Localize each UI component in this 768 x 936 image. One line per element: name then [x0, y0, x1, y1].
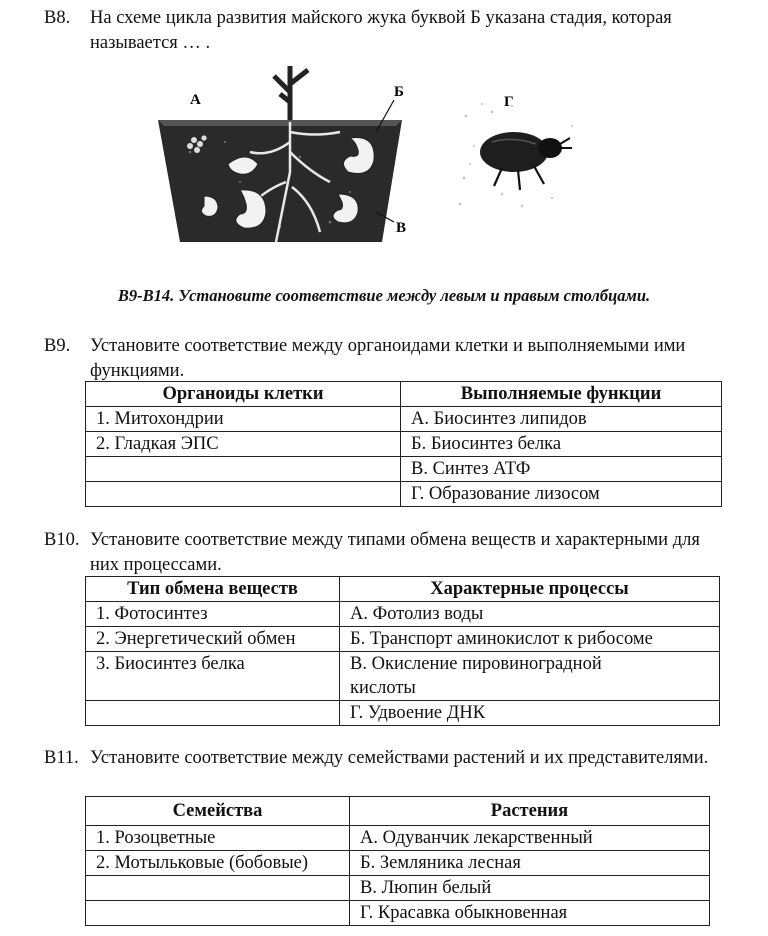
table-row: [86, 482, 722, 507]
table-cell: В. Синтез АТФ: [401, 457, 722, 482]
table-cell: [86, 901, 350, 926]
table-cell: [86, 482, 401, 507]
table-cell: [86, 457, 401, 482]
table-cell: 1. Митохондрии: [86, 407, 401, 432]
column-header: Органоиды клетки: [86, 382, 401, 407]
figure-label-a: А: [190, 92, 201, 108]
column-header: Семейства: [86, 797, 350, 826]
table-header-row: [86, 797, 710, 826]
figure-label-g: Г: [504, 94, 514, 110]
question-number: В11.: [44, 748, 79, 768]
figure-label-v: В: [396, 220, 407, 236]
question-b10: [44, 528, 728, 578]
table-row: [86, 851, 710, 876]
table-cell: [86, 876, 350, 901]
question-text: Установите соответствие между органоидами клетки и выполняемыми ими функциями.: [90, 336, 686, 381]
column-header: Характерные процессы: [340, 577, 720, 602]
matching-table-b10: [85, 576, 720, 726]
table-cell: А. Фотолиз воды: [340, 602, 720, 627]
table-cell: 3. Биосинтез белка: [86, 652, 340, 701]
table-cell: В. Окисление пировиноградной кислоты: [340, 652, 720, 701]
table-row: [86, 432, 722, 457]
table-row: [86, 457, 722, 482]
table-cell: [86, 701, 340, 726]
section-heading: В9-В14. Установите соответствие между левым и правым столбцами.: [117, 286, 651, 305]
column-header: Растения: [350, 797, 710, 826]
table-cell: В. Люпин белый: [350, 876, 710, 901]
question-number: В10.: [44, 530, 80, 550]
column-header: Выполняемые функции: [401, 382, 722, 407]
column-header: Тип обмена веществ: [86, 577, 340, 602]
table-cell: Б. Биосинтез белка: [401, 432, 722, 457]
question-b11: [44, 746, 728, 796]
table-row: [86, 876, 710, 901]
table-cell: Б. Земляника лесная: [350, 851, 710, 876]
table-cell: 2. Мотыльковые (бобовые): [86, 851, 350, 876]
table-row: [86, 602, 720, 627]
question-number: В9.: [44, 336, 71, 356]
table-cell: 1. Розоцветные: [86, 826, 350, 851]
table-cell: Г. Образование лизосом: [401, 482, 722, 507]
table-cell: 2. Гладкая ЭПС: [86, 432, 401, 457]
question-text: Установите соответствие между типами обмена веществ и характерными для них процессами.: [90, 530, 700, 575]
question-b8: [44, 6, 728, 56]
table-row: [86, 826, 710, 851]
table-row: [86, 701, 720, 726]
table-row: [86, 627, 720, 652]
table-cell: Б. Транспорт аминокислот к рибосоме: [340, 627, 720, 652]
table-row: [86, 901, 710, 926]
table-row: [86, 407, 722, 432]
figure-label-b: Б: [394, 84, 404, 100]
question-text: Установите соответствие между семействами растений и их представителями.: [90, 748, 709, 768]
table-cell: Г. Удвоение ДНК: [340, 701, 720, 726]
table-cell: 2. Энергетический обмен: [86, 627, 340, 652]
table-cell: Г. Красавка обыкновенная: [350, 901, 710, 926]
table-row: [86, 652, 720, 701]
matching-table-b11: [85, 796, 710, 926]
adult-beetle-figure: [452, 86, 582, 216]
table-header-row: [86, 577, 720, 602]
beetle-lifecycle-figure: [150, 62, 410, 262]
table-cell: А. Одуванчик лекарственный: [350, 826, 710, 851]
question-b9: [44, 334, 728, 384]
question-text: На схеме цикла развития майского жука буквой Б указана стадия, которая называется … .: [90, 8, 672, 53]
matching-table-b9: [85, 381, 722, 507]
table-cell: А. Биосинтез липидов: [401, 407, 722, 432]
question-number: В8.: [44, 8, 71, 28]
table-header-row: [86, 382, 722, 407]
table-cell: 1. Фотосинтез: [86, 602, 340, 627]
